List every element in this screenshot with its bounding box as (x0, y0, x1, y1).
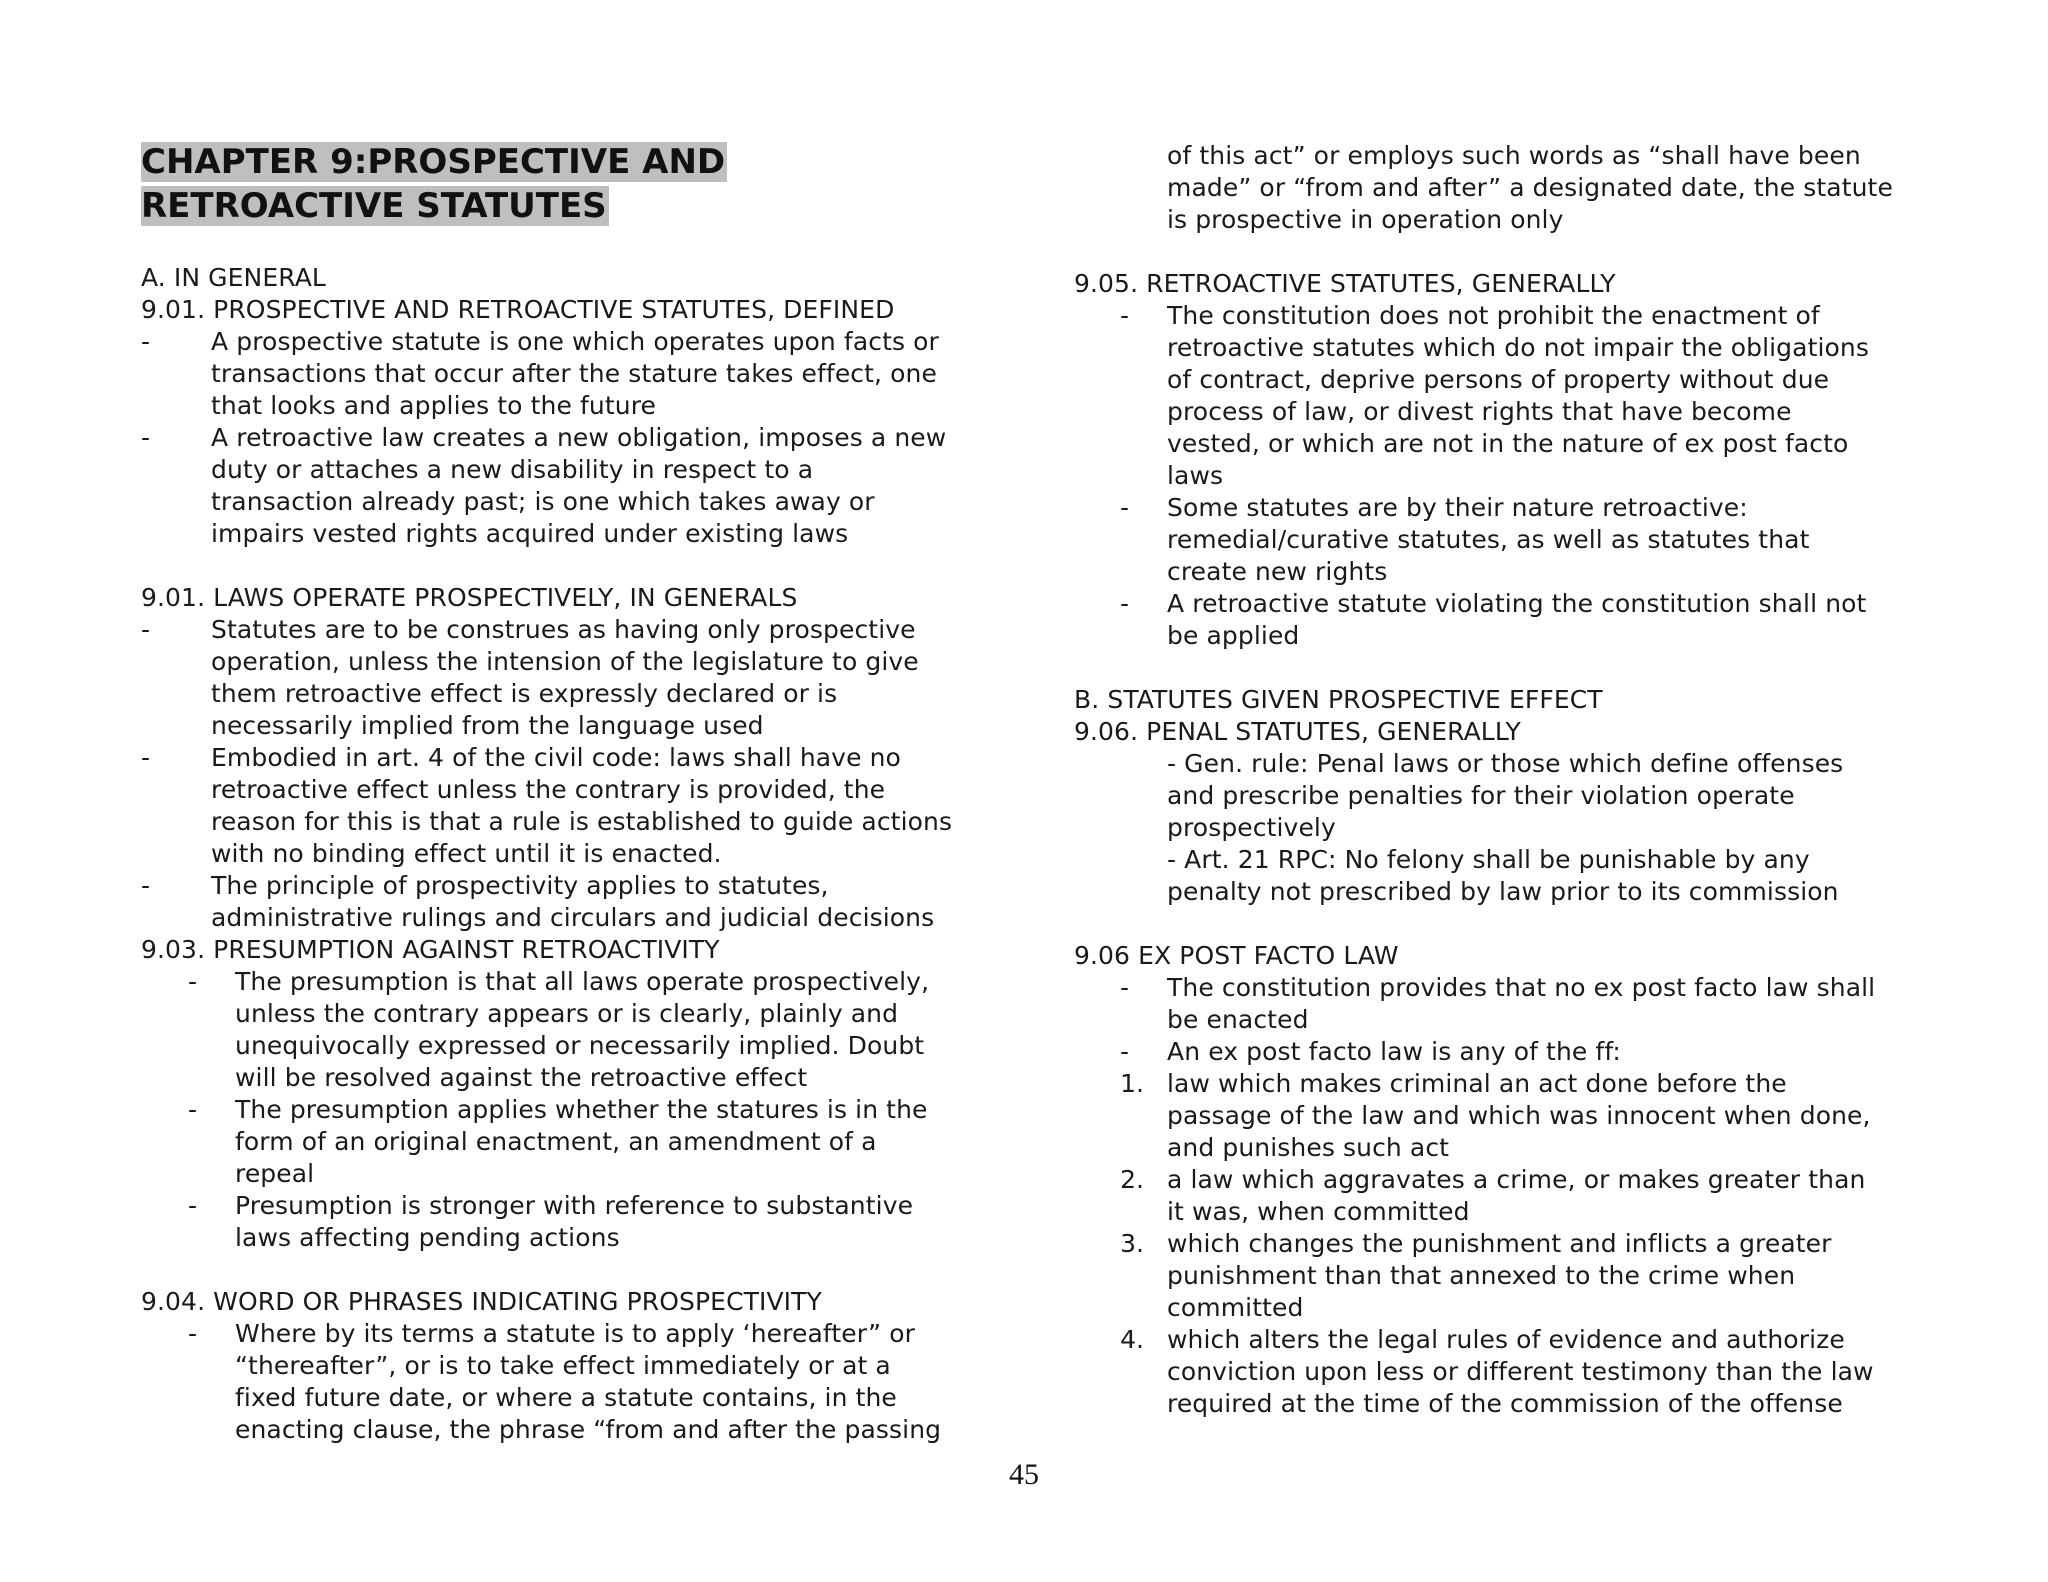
bullet-text: be enacted (1167, 1005, 1309, 1034)
bullet-dash: - (141, 423, 151, 452)
list-item-text: law which makes criminal an act done before the (1167, 1069, 1787, 1098)
bullet-text: duty or attaches a new disability in respect to a (211, 455, 814, 484)
list-item-text: a law which aggravates a crime, or makes greater than (1167, 1165, 1866, 1194)
bullet-dash: - (141, 327, 151, 356)
bullet-dash: - (1120, 493, 1130, 522)
bullet-text: impairs vested rights acquired under existing laws (211, 519, 849, 548)
list-number: 4. (1120, 1325, 1144, 1354)
bullet-dash: - (188, 1191, 198, 1220)
bullet-text: retroactive statutes which do not impair the obligations (1167, 333, 1869, 362)
bullet-text: The constitution does not prohibit the enactment of (1167, 301, 1820, 330)
bullet-dash: - (1120, 1037, 1130, 1066)
bullet-text: The principle of prospectivity applies to statutes, (211, 871, 829, 900)
bullet-text: - Gen. rule: Penal laws or those which define offenses (1167, 749, 1844, 778)
bullet-text: enacting clause, the phrase “from and after the passing (235, 1415, 942, 1444)
chapter-title (141, 140, 727, 228)
bullet-text: The presumption applies whether the statures is in the (235, 1095, 928, 1124)
bullet-text: with no binding effect until it is enacted. (211, 839, 722, 868)
section-b-heading: B. STATUTES GIVEN PROSPECTIVE EFFECT (1074, 685, 1603, 714)
bullet-text: An ex post facto law is any of the ff: (1167, 1037, 1621, 1066)
list-item-text: passage of the law and which was innocent when done, (1167, 1101, 1871, 1130)
bullet-text: form of an original enactment, an amendment of a (235, 1127, 877, 1156)
bullet-dash: - (141, 615, 151, 644)
bullet-text: penalty not prescribed by law prior to its commission (1167, 877, 1839, 906)
bullet-text: unless the contrary appears or is clearly, plainly and (235, 999, 899, 1028)
bullet-dash: - (1120, 589, 1130, 618)
heading-9-01-defined: 9.01. PROSPECTIVE AND RETROACTIVE STATUTES, DEFINED (141, 295, 895, 324)
heading-9-05: 9.05. RETROACTIVE STATUTES, GENERALLY (1074, 269, 1616, 298)
bullet-text: be applied (1167, 621, 1300, 650)
bullet-text: operation, unless the intension of the legislature to give (211, 647, 919, 676)
bullet-text: laws affecting pending actions (235, 1223, 620, 1252)
bullet-text: Some statutes are by their nature retroactive: (1167, 493, 1748, 522)
chapter-title-line-2: RETROACTIVE STATUTES (141, 186, 607, 226)
bullet-text: create new rights (1167, 557, 1388, 586)
bullet-text: Where by its terms a statute is to apply ‘hereafter” or (235, 1319, 916, 1348)
bullet-text: prospectively (1167, 813, 1336, 842)
list-item-text: conviction upon less or different testimony than the law (1167, 1357, 1874, 1386)
bullet-text: A prospective statute is one which operates upon facts or (211, 327, 939, 356)
bullet-dash: - (188, 1095, 198, 1124)
bullet-text: process of law, or divest rights that have become (1167, 397, 1792, 426)
bullet-text: unequivocally expressed or necessarily implied. Doubt (235, 1031, 925, 1060)
list-item-text: and punishes such act (1167, 1133, 1450, 1162)
heading-9-06-ex-post-facto: 9.06 EX POST FACTO LAW (1074, 941, 1399, 970)
list-item-text: which changes the punishment and inflicts a greater (1167, 1229, 1832, 1258)
list-item-text: which alters the legal rules of evidence and authorize (1167, 1325, 1845, 1354)
bullet-text: administrative rulings and circulars and judicial decisions (211, 903, 935, 932)
bullet-text: A retroactive law creates a new obligation, imposes a new (211, 423, 947, 452)
bullet-dash: - (188, 967, 198, 996)
bullet-text: of contract, deprive persons of property without due (1167, 365, 1830, 394)
bullet-text: laws (1167, 461, 1224, 490)
bullet-text: The presumption is that all laws operate prospectively, (235, 967, 930, 996)
bullet-dash: - (1120, 973, 1130, 1002)
bullet-text: will be resolved against the retroactive effect (235, 1063, 808, 1092)
bullet-text: Statutes are to be construes as having only prospective (211, 615, 916, 644)
bullet-text: remedial/curative statutes, as well as statutes that (1167, 525, 1810, 554)
bullet-text: transactions that occur after the stature takes effect, one (211, 359, 937, 388)
page-number: 45 (1009, 1458, 1039, 1491)
continued-text: is prospective in operation only (1167, 205, 1564, 234)
list-number: 1. (1120, 1069, 1144, 1098)
section-a-heading: A. IN GENERAL (141, 263, 326, 292)
bullet-dash: - (141, 743, 151, 772)
bullet-text: necessarily implied from the language used (211, 711, 764, 740)
bullet-text: that looks and applies to the future (211, 391, 657, 420)
bullet-text: fixed future date, or where a statute contains, in the (235, 1383, 897, 1412)
bullet-text: Embodied in art. 4 of the civil code: laws shall have no (211, 743, 901, 772)
bullet-dash: - (1120, 301, 1130, 330)
bullet-dash: - (141, 871, 151, 900)
heading-9-01-laws-operate: 9.01. LAWS OPERATE PROSPECTIVELY, IN GENERALS (141, 583, 798, 612)
list-item-text: committed (1167, 1293, 1304, 1322)
bullet-text: vested, or which are not in the nature of ex post facto (1167, 429, 1849, 458)
bullet-text: them retroactive effect is expressly declared or is (211, 679, 838, 708)
bullet-text: A retroactive statute violating the constitution shall not (1167, 589, 1867, 618)
bullet-text: - Art. 21 RPC: No felony shall be punishable by any (1167, 845, 1810, 874)
chapter-title-line-1: CHAPTER 9:PROSPECTIVE AND (141, 142, 726, 182)
bullet-text: retroactive effect unless the contrary is provided, the (211, 775, 886, 804)
bullet-dash: - (188, 1319, 198, 1348)
heading-9-04: 9.04. WORD OR PHRASES INDICATING PROSPECTIVITY (141, 1287, 822, 1316)
continued-text: made” or “from and after” a designated date, the statute (1167, 173, 1893, 202)
bullet-text: transaction already past; is one which takes away or (211, 487, 875, 516)
bullet-text: repeal (235, 1159, 315, 1188)
list-number: 3. (1120, 1229, 1144, 1258)
bullet-text: The constitution provides that no ex post facto law shall (1167, 973, 1876, 1002)
heading-9-06-penal: 9.06. PENAL STATUTES, GENERALLY (1074, 717, 1521, 746)
continued-text: of this act” or employs such words as “shall have been (1167, 141, 1861, 170)
list-item-text: required at the time of the commission of the offense (1167, 1389, 1843, 1418)
list-item-text: punishment than that annexed to the crime when (1167, 1261, 1796, 1290)
bullet-text: reason for this is that a rule is established to guide actions (211, 807, 953, 836)
bullet-text: Presumption is stronger with reference to substantive (235, 1191, 914, 1220)
list-item-text: it was, when committed (1167, 1197, 1470, 1226)
bullet-text: and prescribe penalties for their violation operate (1167, 781, 1795, 810)
list-number: 2. (1120, 1165, 1144, 1194)
bullet-text: “thereafter”, or is to take effect immediately or at a (235, 1351, 891, 1380)
heading-9-03: 9.03. PRESUMPTION AGAINST RETROACTIVITY (141, 935, 720, 964)
